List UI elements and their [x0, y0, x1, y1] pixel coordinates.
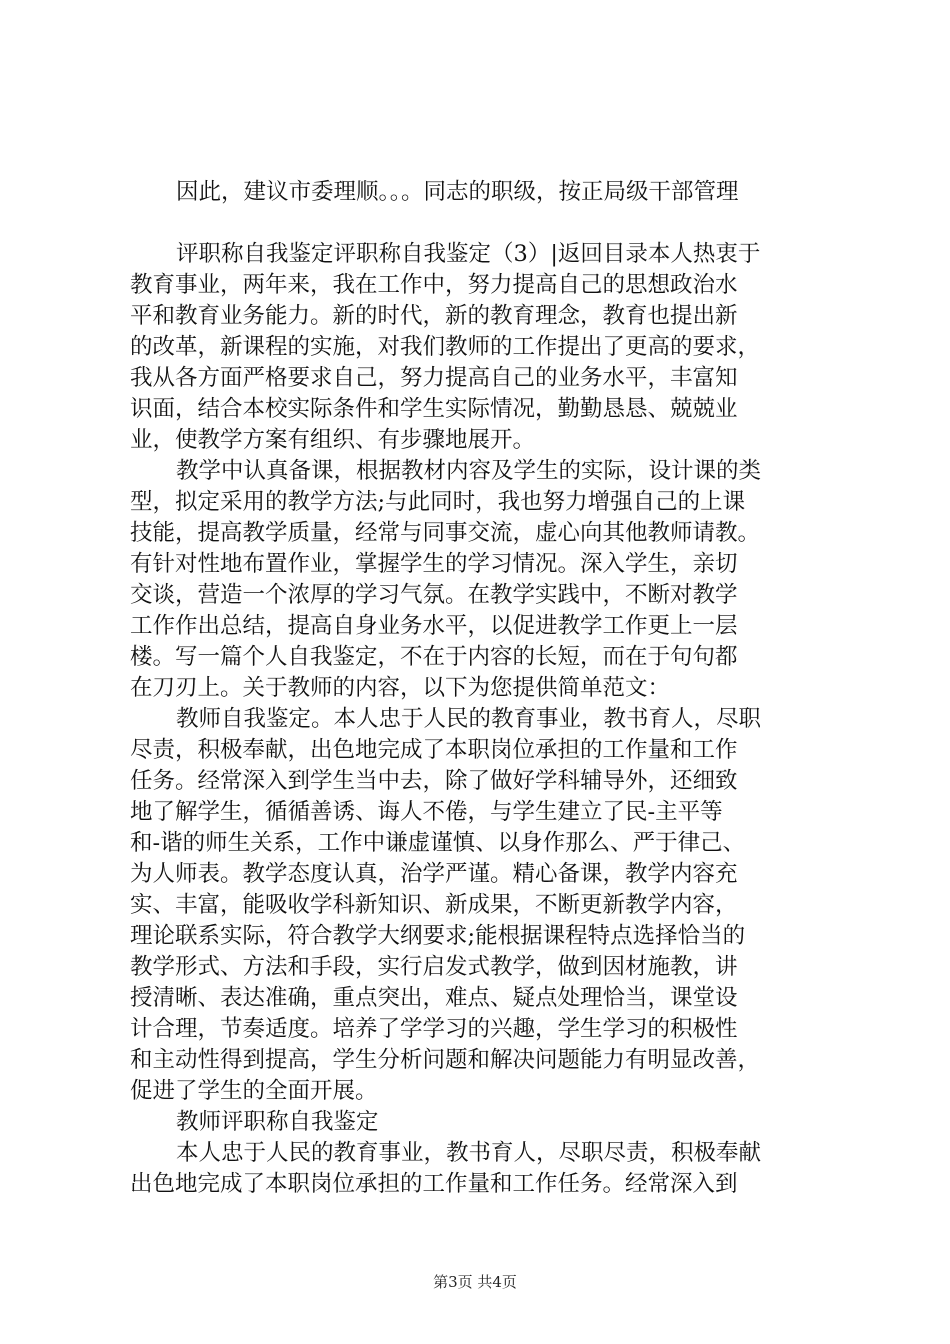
- paragraph-line: 有针对性地布置作业，掌握学生的学习情况。深入学生，亲切: [130, 551, 738, 577]
- paragraph-line: 教学形式、方法和手段，实行启发式教学，做到因材施教，讲: [130, 954, 738, 980]
- paragraph-line: 计合理，节奏适度。培养了学学习的兴趣，学生学习的积极性: [130, 1016, 738, 1042]
- paragraph-line: 尽责，积极奉献，出色地完成了本职岗位承担的工作量和工作: [130, 737, 738, 763]
- paragraph-line: 评职称自我鉴定评职称自我鉴定（3）|返回目录本人热衷于: [176, 241, 761, 267]
- paragraph-line: 本人忠于人民的教育事业，教书育人，尽职尽责，积极奉献: [176, 1140, 762, 1166]
- paragraph-line: 地了解学生，循循善诱、诲人不倦，与学生建立了民-主平等: [130, 799, 723, 825]
- paragraph-line: 因此，建议市委理顺。。。同志的职级，按正局级干部管理: [176, 179, 739, 205]
- paragraph-line: 交谈，营造一个浓厚的学习气氛。在教学实践中，不断对教学: [130, 582, 738, 608]
- paragraph-line: 教师自我鉴定。本人忠于人民的教育事业，教书育人，尽职: [176, 706, 762, 732]
- section-heading: 教师评职称自我鉴定: [176, 1109, 379, 1135]
- paragraph-line: 教学中认真备课，根据教材内容及学生的实际，设计课的类: [176, 458, 762, 484]
- paragraph-line: 实、丰富，能吸收学科新知识、新成果，不断更新教学内容，: [130, 892, 738, 918]
- page-number-footer: 第3页 共4页: [433, 1273, 517, 1291]
- paragraph-line: 楼。写一篇个人自我鉴定，不在于内容的长短，而在于句句都: [130, 644, 738, 670]
- paragraph-line: 在刀刃上。关于教师的内容，以下为您提供简单范文：: [130, 675, 671, 701]
- paragraph-line: 型，拟定采用的教学方法;与此同时，我也努力增强自己的上课: [130, 489, 746, 515]
- paragraph-line: 技能，提高教学质量，经常与同事交流，虚心向其他教师请教。: [130, 520, 761, 546]
- paragraph-line: 教育事业，两年来，我在工作中，努力提高自己的思想政治水: [130, 272, 738, 298]
- paragraph-line: 出色地完成了本职岗位承担的工作量和工作任务。经常深入到: [130, 1171, 738, 1197]
- paragraph-line: 任务。经常深入到学生当中去，除了做好学科辅导外，还细致: [130, 768, 738, 794]
- paragraph-line: 和主动性得到提高，学生分析问题和解决问题能力有明显改善，: [130, 1047, 761, 1073]
- paragraph-line: 我从各方面严格要求自己，努力提高自己的业务水平，丰富知: [130, 365, 738, 391]
- paragraph-line: 工作作出总结，提高自身业务水平，以促进教学工作更上一层: [130, 613, 738, 639]
- paragraph-line: 和-谐的师生关系，工作中谦虚谨慎、以身作那么、严于律己、: [130, 830, 746, 856]
- paragraph-line: 平和教育业务能力。新的时代，新的教育理念，教育也提出新: [130, 303, 738, 329]
- paragraph-line: 授清晰、表达准确，重点突出，难点、疑点处理恰当，课堂设: [130, 985, 738, 1011]
- paragraph-line: 促进了学生的全面开展。: [130, 1078, 378, 1104]
- paragraph-line: 识面，结合本校实际条件和学生实际情况，勤勤恳恳、兢兢业: [130, 396, 738, 422]
- paragraph-line: 业，使教学方案有组织、有步骤地展开。: [130, 427, 536, 453]
- paragraph-line: 为人师表。教学态度认真，治学严谨。精心备课，教学内容充: [130, 861, 738, 887]
- paragraph-line: 的改革，新课程的实施，对我们教师的工作提出了更高的要求，: [130, 334, 761, 360]
- paragraph-line: 理论联系实际，符合教学大纲要求;能根据课程特点选择恰当的: [130, 923, 746, 949]
